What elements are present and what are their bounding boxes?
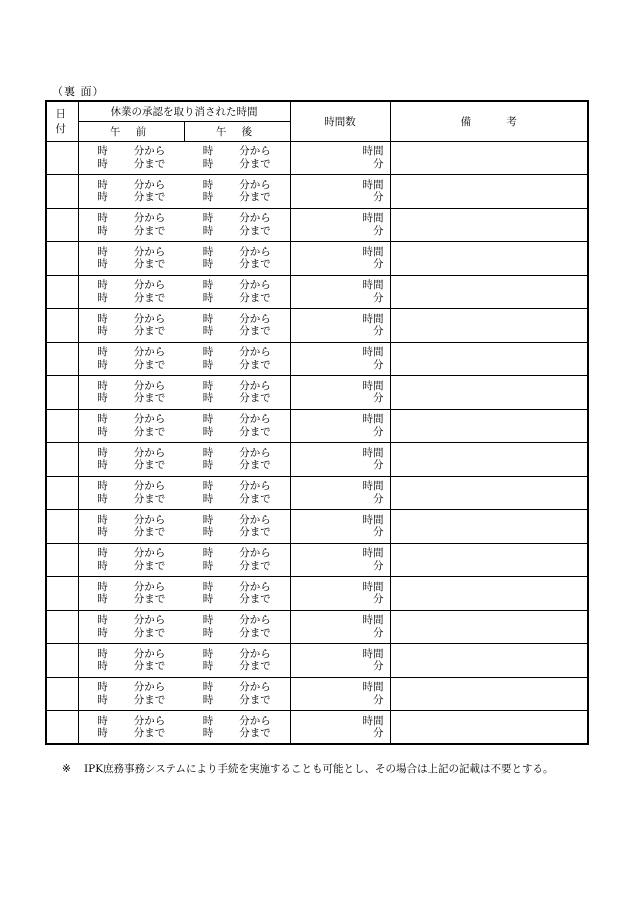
hour-label: 時	[97, 580, 108, 593]
minutes-unit-label: 分	[373, 693, 384, 706]
hours-unit-label: 時間	[362, 279, 384, 292]
hour-label: 時	[202, 626, 214, 639]
hour-label: 時	[202, 580, 214, 593]
date-cell[interactable]	[46, 242, 78, 276]
hours-cell[interactable]	[290, 208, 390, 242]
am-time-cell[interactable]	[78, 141, 184, 175]
from-minute-label: 分から	[239, 279, 271, 292]
remarks-cell[interactable]	[390, 275, 588, 309]
to-minute-label: 分まで	[239, 492, 271, 505]
hours-unit-label: 時間	[362, 446, 384, 459]
date-cell[interactable]	[46, 208, 78, 242]
hour-label: 時	[202, 492, 214, 505]
hour-label: 時	[202, 693, 214, 706]
hours-cell[interactable]	[290, 476, 390, 510]
hours-cell[interactable]	[290, 677, 390, 711]
minutes-unit-label: 分	[373, 660, 384, 673]
hour-label: 時	[202, 312, 214, 325]
pm-time-cell[interactable]	[184, 208, 290, 242]
to-minute-label: 分まで	[133, 660, 166, 673]
to-minute-label: 分まで	[239, 526, 271, 539]
hours-cell[interactable]	[290, 409, 390, 443]
table-row	[46, 610, 588, 644]
to-minute-label: 分まで	[133, 693, 166, 706]
table-row	[46, 510, 588, 544]
hours-unit-label: 時間	[362, 614, 384, 627]
hour-label: 時	[97, 593, 108, 606]
table-row	[46, 443, 588, 477]
hour-label: 時	[202, 291, 214, 304]
hours-cell[interactable]	[290, 644, 390, 678]
table-row	[46, 309, 588, 343]
hour-label: 時	[202, 245, 214, 258]
hour-label: 時	[97, 547, 108, 560]
hour-label: 時	[202, 346, 214, 359]
hour-label: 時	[97, 279, 108, 292]
pm-time-cell[interactable]	[184, 476, 290, 510]
pm-time-cell[interactable]	[184, 175, 290, 209]
remarks-cell[interactable]	[390, 711, 588, 745]
from-minute-label: 分から	[239, 312, 271, 325]
hour-label: 時	[97, 224, 108, 237]
hour-label: 時	[97, 614, 108, 627]
pm-time-cell[interactable]	[184, 376, 290, 410]
hours-cell[interactable]	[290, 610, 390, 644]
hour-label: 時	[97, 245, 108, 258]
minutes-unit-label: 分	[373, 325, 384, 338]
am-time-cell[interactable]	[78, 543, 184, 577]
hours-cell[interactable]	[290, 376, 390, 410]
am-time-cell[interactable]	[78, 443, 184, 477]
table-row	[46, 242, 588, 276]
hour-label: 時	[97, 647, 108, 660]
from-minute-label: 分から	[133, 480, 166, 493]
pm-time-cell[interactable]	[184, 644, 290, 678]
from-minute-label: 分から	[133, 413, 166, 426]
date-cell[interactable]	[46, 510, 78, 544]
am-time-cell[interactable]	[78, 644, 184, 678]
to-minute-label: 分まで	[133, 626, 166, 639]
from-minute-label: 分から	[239, 580, 271, 593]
to-minute-label: 分まで	[239, 291, 271, 304]
pm-time-cell[interactable]	[184, 510, 290, 544]
minutes-unit-label: 分	[373, 291, 384, 304]
from-minute-label: 分から	[133, 714, 166, 727]
from-minute-label: 分から	[239, 681, 271, 694]
pm-time-cell[interactable]	[184, 443, 290, 477]
remarks-cell[interactable]	[390, 577, 588, 611]
from-minute-label: 分から	[133, 178, 166, 191]
hours-cell[interactable]	[290, 141, 390, 175]
from-minute-label: 分から	[133, 446, 166, 459]
hours-cell[interactable]	[290, 510, 390, 544]
remarks-cell[interactable]	[390, 208, 588, 242]
minutes-unit-label: 分	[373, 425, 384, 438]
hours-unit-label: 時間	[362, 245, 384, 258]
hours-unit-label: 時間	[362, 145, 384, 158]
remarks-cell[interactable]	[390, 342, 588, 376]
to-minute-label: 分まで	[239, 325, 271, 338]
hour-label: 時	[202, 413, 214, 426]
hour-label: 時	[97, 693, 108, 706]
hours-cell[interactable]	[290, 175, 390, 209]
hour-label: 時	[97, 714, 108, 727]
pm-time-cell[interactable]	[184, 342, 290, 376]
hour-label: 時	[97, 459, 108, 472]
hour-label: 時	[97, 212, 108, 225]
to-minute-label: 分まで	[133, 526, 166, 539]
to-minute-label: 分まで	[239, 392, 271, 405]
table-row	[46, 208, 588, 242]
cancellation-form-table	[45, 100, 589, 745]
from-minute-label: 分から	[239, 446, 271, 459]
hour-label: 時	[97, 413, 108, 426]
minutes-unit-label: 分	[373, 358, 384, 371]
minutes-unit-label: 分	[373, 157, 384, 170]
from-minute-label: 分から	[239, 614, 271, 627]
hour-label: 時	[97, 358, 108, 371]
hour-label: 時	[202, 379, 214, 392]
date-cell[interactable]	[46, 610, 78, 644]
hour-label: 時	[202, 459, 214, 472]
date-cell[interactable]	[46, 443, 78, 477]
hours-cell[interactable]	[290, 242, 390, 276]
to-minute-label: 分まで	[133, 727, 166, 739]
hours-unit-label: 時間	[362, 480, 384, 493]
footnote	[62, 761, 554, 776]
hour-label: 時	[97, 681, 108, 694]
from-minute-label: 分から	[239, 346, 271, 359]
from-minute-label: 分から	[133, 279, 166, 292]
hour-label: 時	[97, 660, 108, 673]
to-minute-label: 分まで	[133, 492, 166, 505]
table-row	[46, 275, 588, 309]
hour-label: 時	[97, 258, 108, 271]
from-minute-label: 分から	[133, 346, 166, 359]
to-minute-label: 分まで	[133, 157, 166, 170]
date-cell[interactable]	[46, 141, 78, 175]
to-minute-label: 分まで	[239, 425, 271, 438]
hour-label: 時	[97, 446, 108, 459]
remarks-cell[interactable]	[390, 141, 588, 175]
hours-cell[interactable]	[290, 711, 390, 745]
am-time-cell[interactable]	[78, 309, 184, 343]
from-minute-label: 分から	[239, 513, 271, 526]
remarks-cell[interactable]	[390, 242, 588, 276]
hour-label: 時	[97, 157, 108, 170]
pm-time-cell[interactable]	[184, 141, 290, 175]
date-cell[interactable]	[46, 376, 78, 410]
table-row	[46, 577, 588, 611]
date-cell[interactable]	[46, 409, 78, 443]
minutes-unit-label: 分	[373, 526, 384, 539]
date-cell[interactable]	[46, 175, 78, 209]
hour-label: 時	[97, 480, 108, 493]
from-minute-label: 分から	[239, 547, 271, 560]
hour-label: 時	[97, 379, 108, 392]
am-time-cell[interactable]	[78, 342, 184, 376]
hours-cell[interactable]	[290, 577, 390, 611]
from-minute-label: 分から	[133, 312, 166, 325]
minutes-unit-label: 分	[373, 258, 384, 271]
table-row	[46, 476, 588, 510]
date-cell[interactable]	[46, 543, 78, 577]
header-remarks: 備 考	[390, 101, 588, 141]
hours-unit-label: 時間	[362, 312, 384, 325]
from-minute-label: 分から	[133, 580, 166, 593]
hour-label: 時	[202, 358, 214, 371]
hour-label: 時	[202, 526, 214, 539]
hour-label: 時	[202, 513, 214, 526]
hours-cell[interactable]	[290, 543, 390, 577]
hour-label: 時	[202, 714, 214, 727]
to-minute-label: 分まで	[239, 660, 271, 673]
pm-time-cell[interactable]	[184, 409, 290, 443]
pm-time-cell[interactable]	[184, 543, 290, 577]
from-minute-label: 分から	[133, 547, 166, 560]
hour-label: 時	[97, 145, 108, 158]
date-cell[interactable]	[46, 309, 78, 343]
to-minute-label: 分まで	[133, 191, 166, 204]
hour-label: 時	[202, 614, 214, 627]
from-minute-label: 分から	[239, 145, 271, 158]
to-minute-label: 分まで	[239, 559, 271, 572]
date-cell[interactable]	[46, 577, 78, 611]
remarks-cell[interactable]	[390, 510, 588, 544]
hour-label: 時	[202, 157, 214, 170]
from-minute-label: 分から	[239, 178, 271, 191]
table-row	[46, 644, 588, 678]
hour-label: 時	[97, 425, 108, 438]
remarks-cell[interactable]	[390, 677, 588, 711]
hour-label: 時	[202, 425, 214, 438]
am-time-cell[interactable]	[78, 510, 184, 544]
hour-label: 時	[97, 727, 108, 739]
am-time-cell[interactable]	[78, 242, 184, 276]
from-minute-label: 分から	[133, 647, 166, 660]
from-minute-label: 分から	[133, 212, 166, 225]
date-cell[interactable]	[46, 711, 78, 745]
minutes-unit-label: 分	[373, 191, 384, 204]
minutes-unit-label: 分	[373, 626, 384, 639]
to-minute-label: 分まで	[133, 358, 166, 371]
hour-label: 時	[202, 325, 214, 338]
hour-label: 時	[202, 392, 214, 405]
to-minute-label: 分まで	[133, 593, 166, 606]
pm-time-cell[interactable]	[184, 242, 290, 276]
table-row	[46, 376, 588, 410]
minutes-unit-label: 分	[373, 727, 384, 739]
date-cell[interactable]	[46, 677, 78, 711]
hour-label: 時	[202, 727, 214, 739]
to-minute-label: 分まで	[239, 693, 271, 706]
to-minute-label: 分まで	[133, 325, 166, 338]
pm-time-cell[interactable]	[184, 577, 290, 611]
hour-label: 時	[97, 559, 108, 572]
to-minute-label: 分まで	[133, 392, 166, 405]
hour-label: 時	[202, 224, 214, 237]
hour-label: 時	[97, 626, 108, 639]
hours-unit-label: 時間	[362, 379, 384, 392]
hour-label: 時	[97, 346, 108, 359]
minutes-unit-label: 分	[373, 559, 384, 572]
am-time-cell[interactable]	[78, 677, 184, 711]
hour-label: 時	[202, 547, 214, 560]
table-row	[46, 677, 588, 711]
table-row	[46, 141, 588, 175]
to-minute-label: 分まで	[239, 191, 271, 204]
from-minute-label: 分から	[239, 212, 271, 225]
date-cell[interactable]	[46, 275, 78, 309]
to-minute-label: 分まで	[133, 459, 166, 472]
to-minute-label: 分まで	[133, 291, 166, 304]
hour-label: 時	[202, 446, 214, 459]
from-minute-label: 分から	[239, 647, 271, 660]
from-minute-label: 分から	[239, 245, 271, 258]
from-minute-label: 分から	[239, 480, 271, 493]
am-time-cell[interactable]	[78, 376, 184, 410]
pm-time-cell[interactable]	[184, 309, 290, 343]
table-row	[46, 342, 588, 376]
minutes-unit-label: 分	[373, 392, 384, 405]
date-cell[interactable]	[46, 644, 78, 678]
remarks-cell[interactable]	[390, 443, 588, 477]
pm-time-cell[interactable]	[184, 610, 290, 644]
hour-label: 時	[202, 212, 214, 225]
pm-time-cell[interactable]	[184, 711, 290, 745]
hour-label: 時	[97, 492, 108, 505]
am-time-cell[interactable]	[78, 711, 184, 745]
header-cancelled-time: 休業の承認を取り消された時間	[78, 101, 290, 121]
am-time-cell[interactable]	[78, 175, 184, 209]
to-minute-label: 分まで	[239, 224, 271, 237]
to-minute-label: 分まで	[239, 258, 271, 271]
hours-cell[interactable]	[290, 309, 390, 343]
hour-label: 時	[202, 593, 214, 606]
hour-label: 時	[97, 191, 108, 204]
remarks-cell[interactable]	[390, 376, 588, 410]
to-minute-label: 分まで	[239, 727, 271, 739]
remarks-cell[interactable]	[390, 610, 588, 644]
minutes-unit-label: 分	[373, 593, 384, 606]
am-time-cell[interactable]	[78, 577, 184, 611]
pm-time-cell[interactable]	[184, 275, 290, 309]
page-side-label: （裏 面）	[52, 85, 105, 98]
date-cell[interactable]	[46, 476, 78, 510]
remarks-cell[interactable]	[390, 476, 588, 510]
remarks-cell[interactable]	[390, 309, 588, 343]
hours-unit-label: 時間	[362, 513, 384, 526]
hour-label: 時	[97, 291, 108, 304]
remarks-cell[interactable]	[390, 175, 588, 209]
hour-label: 時	[97, 325, 108, 338]
hours-cell[interactable]	[290, 342, 390, 376]
remarks-cell[interactable]	[390, 543, 588, 577]
hour-label: 時	[202, 681, 214, 694]
to-minute-label: 分まで	[133, 559, 166, 572]
am-time-cell[interactable]	[78, 409, 184, 443]
from-minute-label: 分から	[133, 513, 166, 526]
hours-unit-label: 時間	[362, 580, 384, 593]
hours-unit-label: 時間	[362, 714, 384, 727]
table-row	[46, 175, 588, 209]
remarks-cell[interactable]	[390, 409, 588, 443]
to-minute-label: 分まで	[239, 157, 271, 170]
hour-label: 時	[202, 559, 214, 572]
pm-time-cell[interactable]	[184, 677, 290, 711]
hour-label: 時	[202, 191, 214, 204]
header-am: 午 前	[78, 121, 184, 141]
hour-label: 時	[202, 480, 214, 493]
table-row	[46, 711, 588, 745]
footnote-text: IPK庶務事務システムにより手続を実施することも可能とし、その場合は上記の記載は不要とする。	[84, 763, 554, 775]
minutes-unit-label: 分	[373, 224, 384, 237]
hour-label: 時	[202, 178, 214, 191]
hour-label: 時	[97, 526, 108, 539]
table-row	[46, 409, 588, 443]
hour-label: 時	[97, 312, 108, 325]
from-minute-label: 分から	[133, 379, 166, 392]
date-cell[interactable]	[46, 342, 78, 376]
hours-unit-label: 時間	[362, 178, 384, 191]
hours-unit-label: 時間	[362, 681, 384, 694]
hour-label: 時	[97, 513, 108, 526]
hours-unit-label: 時間	[362, 647, 384, 660]
hour-label: 時	[202, 660, 214, 673]
am-time-cell[interactable]	[78, 208, 184, 242]
header-pm: 午 後	[184, 121, 290, 141]
am-time-cell[interactable]	[78, 275, 184, 309]
am-time-cell[interactable]	[78, 476, 184, 510]
minutes-unit-label: 分	[373, 459, 384, 472]
footnote-mark: ※	[62, 763, 71, 775]
hour-label: 時	[202, 258, 214, 271]
am-time-cell[interactable]	[78, 610, 184, 644]
to-minute-label: 分まで	[239, 459, 271, 472]
minutes-unit-label: 分	[373, 492, 384, 505]
from-minute-label: 分から	[133, 245, 166, 258]
hour-label: 時	[202, 145, 214, 158]
header-hours: 時間数	[290, 101, 390, 141]
to-minute-label: 分まで	[133, 258, 166, 271]
from-minute-label: 分から	[133, 614, 166, 627]
hour-label: 時	[202, 647, 214, 660]
hours-cell[interactable]	[290, 443, 390, 477]
hours-unit-label: 時間	[362, 547, 384, 560]
from-minute-label: 分から	[133, 145, 166, 158]
table-row	[46, 543, 588, 577]
hours-cell[interactable]	[290, 275, 390, 309]
from-minute-label: 分から	[239, 379, 271, 392]
hours-unit-label: 時間	[362, 212, 384, 225]
hour-label: 時	[97, 178, 108, 191]
to-minute-label: 分まで	[133, 224, 166, 237]
header-date: 日 付	[46, 101, 78, 141]
to-minute-label: 分まで	[239, 358, 271, 371]
to-minute-label: 分まで	[239, 626, 271, 639]
from-minute-label: 分から	[133, 681, 166, 694]
to-minute-label: 分まで	[133, 425, 166, 438]
hours-unit-label: 時間	[362, 346, 384, 359]
hour-label: 時	[202, 279, 214, 292]
remarks-cell[interactable]	[390, 644, 588, 678]
to-minute-label: 分まで	[239, 593, 271, 606]
from-minute-label: 分から	[239, 413, 271, 426]
hours-unit-label: 時間	[362, 413, 384, 426]
from-minute-label: 分から	[239, 714, 271, 727]
hour-label: 時	[97, 392, 108, 405]
